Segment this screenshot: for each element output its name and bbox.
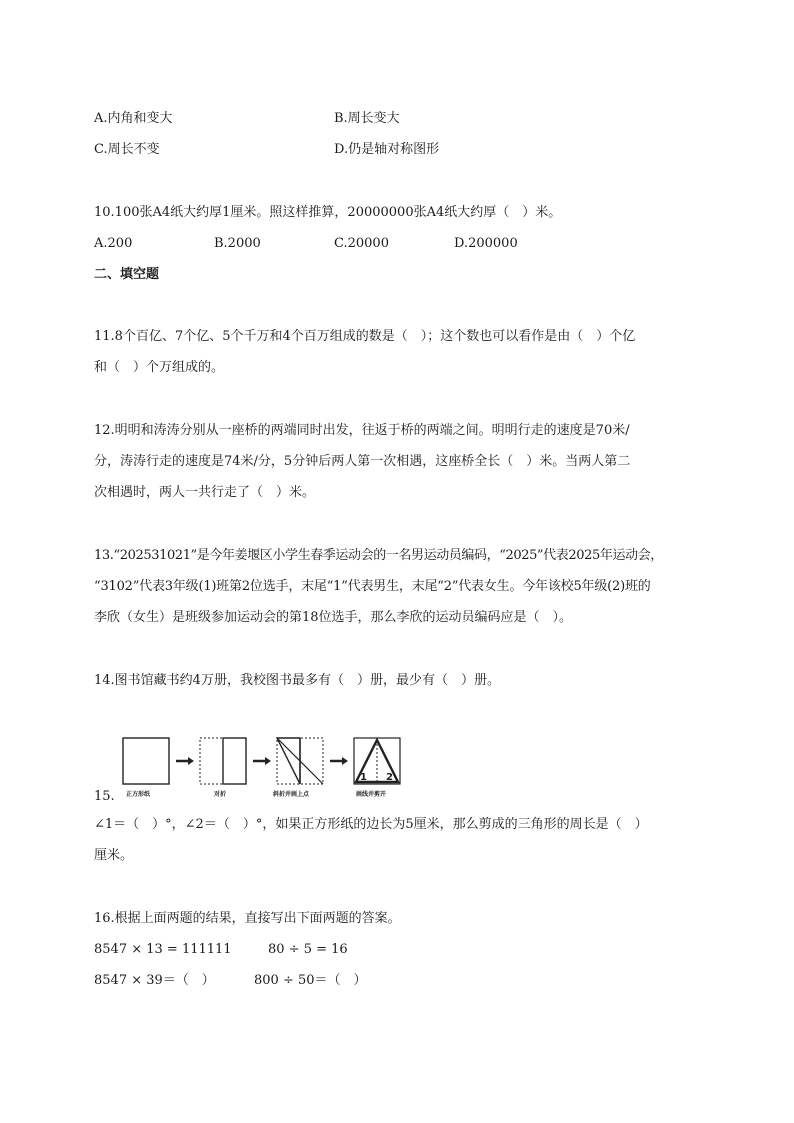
q12-line1: 12.明明和涛涛分别从一座桥的两端同时出发，往返于桥的两端之间。明明行走的速度是70米/ bbox=[94, 423, 630, 438]
q16-ask-1: 8547 × 39＝（ ） bbox=[94, 973, 215, 988]
q15-number: 15. bbox=[94, 789, 115, 804]
q16-known-1: 8547 × 13 = 111111 bbox=[94, 942, 232, 957]
arrow-right-icon bbox=[176, 757, 194, 765]
section-heading: 二、填空题 bbox=[94, 267, 160, 282]
caption-draw-cut: 画线并剪开 bbox=[356, 791, 387, 798]
q9-option-b: B.周长变大 bbox=[334, 111, 400, 126]
q10-option-c: C.20000 bbox=[334, 236, 389, 251]
oblique-fold-shape bbox=[277, 738, 300, 784]
angle-1-label: 1 bbox=[360, 772, 367, 783]
q10-text: 10.100张A4纸大约厚1厘米。照这样推算，20000000张A4纸大约厚（ ）米。 bbox=[94, 205, 562, 220]
q10-option-d: D.200000 bbox=[454, 236, 518, 251]
q13-line3: 李欣（女生）是班级参加运动会的第18位选手，那么李欣的运动员编码应是（ ）。 bbox=[94, 610, 573, 625]
q9-option-a: A.内角和变大 bbox=[94, 111, 173, 126]
q16-known-2: 80 ÷ 5 = 16 bbox=[268, 942, 348, 957]
angle-2-label: 2 bbox=[386, 772, 393, 783]
q9-option-c: C.周长不变 bbox=[94, 142, 160, 157]
q12-line2: 分，涛涛行走的速度是74米/分，5分钟后两人第一次相遇，这座桥全长（ ）米。当两人第二 bbox=[94, 454, 631, 469]
q11-line1: 11.8个百亿、7个亿、5个千万和4个百万组成的数是（ ）；这个数也可以看作是由（ ）个亿 bbox=[94, 329, 636, 344]
square-paper-shape bbox=[123, 738, 169, 784]
folded-half-shape bbox=[223, 738, 246, 784]
arrow-right-icon bbox=[253, 757, 271, 765]
caption-fold: 对折 bbox=[214, 791, 227, 798]
caption-oblique-fold: 斜折并画上点 bbox=[273, 791, 310, 798]
q13-line2: “3102”代表3年级(1)班第2位选手，末尾“1”代表男生，末尾“2”代表女生。今年该校5年级(2)班的 bbox=[94, 579, 651, 594]
caption-square-paper: 正方形纸 bbox=[126, 791, 151, 798]
arrow-right-icon bbox=[330, 757, 348, 765]
q13-line1: 13.“202531021”是今年姜堰区小学生春季运动会的一名男运动员编码，“2025”代表2025年运动会， bbox=[94, 548, 663, 563]
q12-line3: 次相遇时，两人一共行走了（ ）米。 bbox=[94, 485, 316, 500]
q11-line2: 和（ ）个万组成的。 bbox=[94, 360, 225, 375]
q9-option-d: D.仍是轴对称图形 bbox=[334, 142, 440, 157]
q15-line1: ∠1＝（ ）°，∠2＝（ ）°，如果正方形纸的边长为5厘米，那么剪成的三角形的周长是（ ） bbox=[94, 817, 648, 832]
q10-option-b: B.2000 bbox=[214, 236, 261, 251]
paper-folding-figure bbox=[120, 730, 420, 802]
q16-ask-2: 800 ÷ 50＝（ ） bbox=[254, 973, 367, 988]
q10-option-a: A.200 bbox=[94, 236, 133, 251]
q15-line2: 厘米。 bbox=[94, 848, 134, 863]
q14-text: 14.图书馆藏书约4万册，我校图书最多有（ ）册，最少有（ ）册。 bbox=[94, 673, 500, 688]
q16-text: 16.根据上面两题的结果，直接写出下面两题的答案。 bbox=[94, 911, 401, 926]
